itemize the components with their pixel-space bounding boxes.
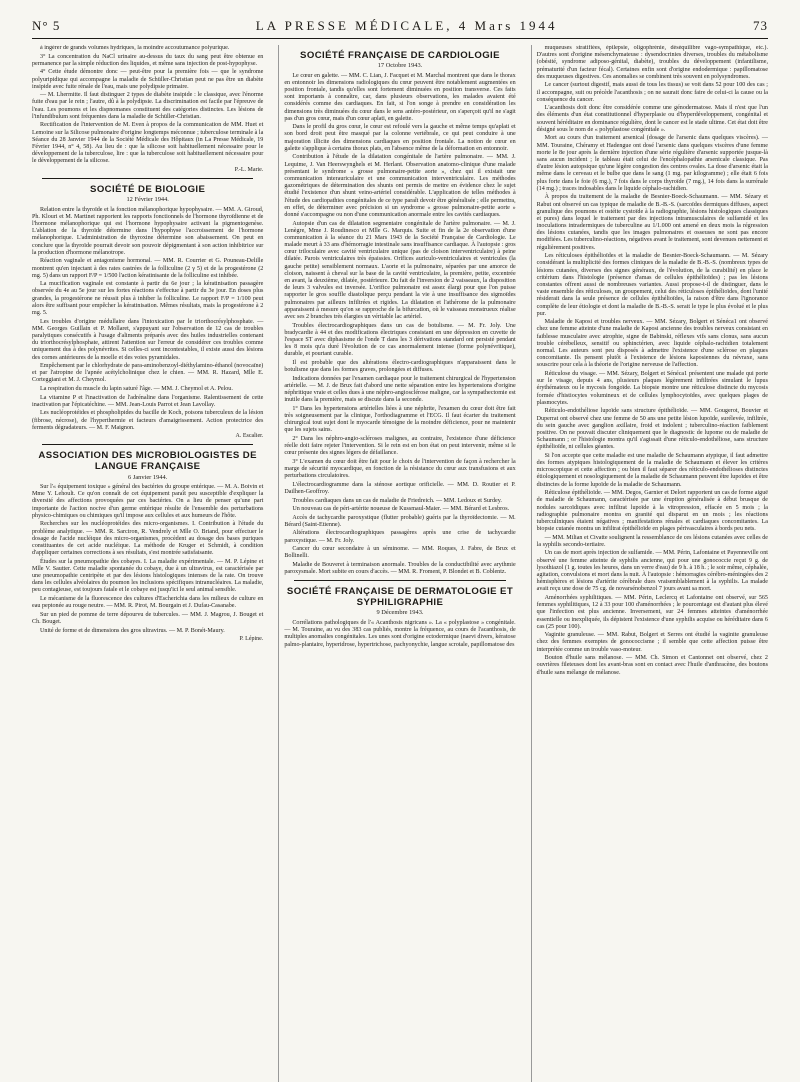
section-title-cardiologie: SOCIÉTÉ FRANÇAISE DE CARDIOLOGIE xyxy=(300,50,500,61)
page-header xyxy=(32,18,768,39)
paragraph: Contribution à l'étude de la dilatation congénitale de l'artère pulmonaire. — MM. J. Lequime, J. Van Heerswynghels et M. Herlant. Observation anatomo-clinique d'une malade présentant le syndrome « grosse pulmonaire-petite aorte », chez qui il existait une communication interauriculaire et une communication interventriculaire. Les méthodes gazométriques de détermination des shunts ont permis de mettre en évidence chez le sujet étudié l'existence d'un shunt veino-artériel considérable. L'application de telles méthodes à l'étude des cardiopathies congénitales de ce type paraît devoir être généralisée ; elle permettra, en effet, de déterminer avec précision si un syndrome « grosse pulmonaire-petite aorte » donné s'accompagne ou non d'une communication anormale entre les cavités cardiaques. xyxy=(284,154,516,218)
paragraph: À propos du traitement de la maladie de Besnier-Boeck-Schaumann. — MM. Sézary et Rabut ont observé un cas typique de maladie de B.-B.-S. (sarcoïdes dermiques diffuses, aspect granulique des poumons et ostéite cystoïde à la radiographie, lésions histologiques classiques et pures) dans lequel le traitement par des injections intramusculaires de sulfamidé et les inoculations intradermiques de tuberculine au 1/1.000 ont amené en deux mois la régression des lésions cutanées, tandis que les images pulmonaires et osseuses ne sont pas encore modifiées. Les tuberculino-réactions, négatives avant le traitement, sont devenues nettement et régulièrement positives. xyxy=(536,194,768,251)
paragraph: Aménorrhées syphilitiques. — MM. Périn, Leclercq et Lafontaine ont observé, sur 565 femmes syphilitiques, 12 à 33 pour 100 d'aménorrhées ; le pourcentage est d'autant plus élevé que l'infection est plus ancienne. Inversement, sur 24 femmes atteintes d'aménorrhée essentielle ou inexpliquée, ils dépistent l'existence d'une syphilis acquise ou héréditaire dans 6 cas (25 pour 100). xyxy=(536,594,768,630)
paragraph: L'électrocardiogramme dans la sténose aortique orificielle. — MM. D. Routier et P. Dailhen-Geoffroy. xyxy=(284,481,516,495)
section-date-dermatologie: 9 Décembre 1943. xyxy=(376,609,424,617)
paragraph: Un nouveau cas de péri-artérite noueuse de Kussmaul-Maier. — MM. Bérard et Lesbros. xyxy=(292,506,510,513)
paragraph: Sur l'« équipement toxique » général des bactéries du groupe entérique. — M. A. Boivin et Mme Y. Lehoult. Ce qu'on connaît de cet équipement paraît peu susceptible d'expliquer la diversité des affections provoquées par ces bactéries. On a lieu de penser qu'une part importante de l'action nocive d'un germe entérique résulte de l'ensemble des perturbations physico-chimiques ou chimiques qu'il impose aux cellules et aux humeurs de l'hôte. xyxy=(32,484,264,519)
article-columns xyxy=(32,45,768,1082)
paragraph: Troubles électrocardiographiques dans un cas de botulisme. — M. Fr. Joly. Une bradycardie à 44 et des modifications électriques consistant en une dépression en cuvette de l'espace ST avec diphasisme de l'onde T dans les 3 dérivations standard ont persisté pendant les 8 mois qu'a duré l'évolution de ce cas anormalement intense (forme polynévritique), durable, et pourtant curable. xyxy=(284,322,516,358)
paragraph: Réticulose épithélioïde. — MM. Degos, Garnier et Delort rapportent un cas de forme aiguë de maladie de Schaumann, caractérisée par une éruption généralisée à début brusque de nodules sarcoïdiques avec infiltrat lupoïde à la vitropression, effacée en 5 mois ; la radiographie pulmonaire montra en granité qui disparut en un mois ; les réactions tuberculiniques étaient négatives ; manifestations rénales et cardiaques concomitantes. La biopsie cutanée montra un infiltrat épithélioïde en plages périvasculaires à bords peu nets. xyxy=(536,490,768,533)
paragraph: Un cas de mort après injection de sulfamide. — MM. Périn, Lafontaine et Payenneville ont observé une femme atteinte de syphilis ancienne, qui pour une gonococcie reçut 9 g. de lysothiazol (1 g. toutes les heures, dans un verre d'eau) de 9 h. à 18 h. ; le soir même, céphalée, agitation, convulsions et mort dans la nuit. À l'autopsie : hémorragies cérébro-méningées des 2 hémisphères et lésions d'artérite cérébrale dues vraisemblablement à la syphilis. La malade avait reçu une dose de 75 cg. de novarsénobenzol 7 jours avant sa mort. xyxy=(536,550,768,593)
paragraph: 1° Dans les hypertensions artérielles liées à une néphrite, l'examen du cœur doit être fait très soigneusement par la clinique, l'orthodiagramme et l'ECG. Il faut écarter du traitement chirurgical tout sujet dont le myocarde témoigne de la moindre déficience, pour ne maintenir que les sujets sains. xyxy=(284,405,516,434)
section-title-microbiologistes: ASSOCIATION DES MICROBIOLOGISTES DE LANGUE FRANÇAISE xyxy=(38,450,257,473)
intro-signature: P.-L. Marie. xyxy=(234,166,264,173)
paragraph: Dans le profil du gros cœur, le cœur est refoulé vers la gauche et même temps qu'aplati et son bord droit peut être masqué par la colonne vertébrale, ce qui peut conduire à une majoration illicite des dimensions cardiaques en position frontale. La notion de cœur en galette s'applique à certains thorax plats, en l'absence même de la déformation en entonnoir. xyxy=(284,124,516,152)
biologie-signature: A. Escalier. xyxy=(235,433,264,440)
paragraph: Les nucléoprotéides et phospholipides du bacille de Koch, poisons tuberculeux de la lésion (fibrose, nécrose), de l'hyperthermie et facteurs d'amaigrissement. Action protectrice des ferments dégradateurs. — M. F. Maignon. xyxy=(32,410,264,431)
paragraph: à ingérer de grands volumes hydriques, la moindre accoutumance polyurique. xyxy=(40,45,230,51)
dermatologie-continued xyxy=(537,45,768,677)
paragraph: Il est probable que des altérations électro-cardiographiques n'apparaissent dans le botulisme que dans les formes graves, prolongées et diffuses. xyxy=(284,359,516,374)
paragraph: La respiration du muscle du lapin saturé l'âge. — MM. J. Cheymol et A. Pelou. xyxy=(40,386,233,393)
paragraph: Rectification de l'intervention de M. Even à propos de la communication de MM. Huet et Lemoine sur la Silicose pulmonaire d'origine longtemps méconnue ; tuberculose terminale à la Séance du 28 Janvier 1944 de la Société Médicale des Hôpitaux (in La Presse Médicale, 19 Février 1944, n° 4, 58). Au lieu de : que la silicose soit habituellement nécessaire pour le développement de la tuberculose, lire : que la tuberculose soit habituellement nécessaire pour le développement de la silicose. xyxy=(32,122,264,165)
paragraph: Le cancer (surtout digestif, mais aussi de tous les tissus) se voit dans 52 pour 100 des cas ; il accompagne, suit ou précède l'acanthosis ; on ne saurait donc faire de celui-ci la cause ou la conséquence du cancer. xyxy=(536,82,768,103)
paragraph: Empêchement par le chlorhydrate de para-aminobenzoyl-diéthylamino-éthanol (novocaïne) et par l'atropine de l'apnée acétylcholinique chez le chien. — MM. R. Hazard, Mlle E. Corteggiani et M. J. Cheymol. xyxy=(32,363,264,384)
column-1 xyxy=(32,45,268,1082)
paragraph: Cancer du cœur secondaire à un séminome. — MM. Roques, J. Fabre, de Brux et Bollinelli. xyxy=(284,546,516,560)
paragraph: Relation entre la thyroïde et la fonction mélanophorique hypophysaire. — MM. A. Giroud, Ph. Klouri et M. Martinet rapportent les rapports fonctionnels de l'hormone thyroïdienne et de l'hormone mélanophorique qui est l'hormone hypophysaire activant la pigmentogenèse. L'ablation de la thyroïde détermine dans l'hypophyse l'accroissement de l'hormone mélanophorique. L'administration de thyroxine détermine son abaissement. On peut en conclure que la thyroïde pourrait devoir son pouvoir dépigmentant à son action inhibitrice sur la production d'hormone mélanotrope. xyxy=(32,206,264,256)
paragraph: Recherches sur les nucléoprotéides des micro-organismes. I. Contribution à l'étude du problème analytique. — MM. R. Sarciron, R. Vendrely et Mlle O. Briand, pour effectuer le dosage de l'acide nucléique des micro-organismes, procèdent au dosage des bases puriques constituantes de cet acide nucléique. La méthode de Kruger et Schmidt, à condition d'appliquer certaines corrections à ses résultats, s'est montrée satisfaisante. xyxy=(32,521,264,557)
section-body-microbiologistes xyxy=(32,484,263,635)
section-body-dermatologie xyxy=(284,620,515,649)
paragraph: Autopsie d'un cas de dilatation segmentaire congénitale de l'artère pulmonaire. — M. J. Lenègre, Mme J. Roudinesco et Mlle G. Marquis. Suite et fin de la 2e observation d'une communication à la séance du 21 Mars 1943 de la Société Française de Cardiologie. Le malade meurt à 33 ans d'hémorragie intestinale sans insuffisance cardiaque. À l'autopsie : gros cœur triloculaire avec cavité ventriculaire unique (pas de cloison interventriculaire) à peine dilatée. Parois ventriculaires très épaissies. Orifices auriculo-ventriculaires et ventricules (la gauche petite) sensiblement normaux. L'aorte et la pulmonaire, séparées par une amorce de cloison, naissent à cheval sur la base de la cavité ventriculaire, la première, petite, excentrée en avant, la deuxième, dilatée, postérieure. Du fait de l'inversion de 2 vaisseaux, la disposition de leurs 3 valvules est inversée. L'orifice pulmonaire est assez élargi pour que l'on puisse rapporter le gros souffle diastolique perçu pendant la vie à une insuffisance des sigmoïdes pulmonaires par ailleurs infiltrées et rigides. La dilatation et l'athérome de la pulmonaire apparaissent à mesure qu'on se rapproche de la bifurcation, où le vaisseau monstrueux réalise avec ses 2 branches très élargies un véritable lac artériel. xyxy=(284,220,516,320)
issue-number: N° 5 xyxy=(32,18,61,33)
paragraph: L'acanthosis doit donc être considérée comme une génodermatose. Mais il n'est que l'un des éléments d'un état constitutionnel d'hyperplasie ou d'hyperdéveloppement, congénital et souvent héréditaire en dominance régulière, dont le cancer est le stade ultime. Cet état doit être désigné sous le nom de « polyplastose congénitale ». xyxy=(536,105,768,133)
paragraph: 3° L'examen du cœur doit être fait pour le choix de l'intervention de façon à rechercher la marge de sécurité myocardique, en fonction de la résistance du cœur aux transfusions et aux perturbations circulatoires. xyxy=(284,458,516,480)
paragraph: Vaginite granuleuse. — MM. Rabut, Bolgert et Serres ont étudié la vaginite granuleuse chez des femmes exemptes de gonococcisme ; il semble que cette affection puisse être interprétée comme un trouble vaso-moteur. xyxy=(536,632,768,653)
paragraph: 2° Dans les néphro-angio-scléroses malignes, au contraire, l'existence d'une déficience réelle doit faire rejeter l'intervention. Si le rein est en bon état on peut intervenir, même si le cœur présente des signes légers de défaillance. xyxy=(284,435,516,457)
paragraph: Études sur la pneumopathie des cobayes. I. La maladie expérimentale. — M. P. Lépine et Mlle V. Sautter. Cette maladie spontanée du cobaye, due à un ultravirus, est caractérisée par une pneumopathie centripète et par des lésions histologiques intenses de la rate. On trouve dans les cellules alvéolaires du poumon les inclusions spécifiques intranucléaires. La maladie, peu contagieuse, est toujours fatale et le cobaye est jusqu'ici le seul animal sensible. xyxy=(32,558,264,594)
section-title-dermatologie: SOCIÉTÉ FRANÇAISE DE DERMATOLOGIE ET SYPHILIGRAPHIE xyxy=(286,586,514,609)
paragraph: Accès de tachycardie paroxystique (flutter probable) guéris par la thyroïdectomie. — M. Bérard (Saint-Etienne). xyxy=(284,514,516,528)
paragraph: 3° La concentration du NaCl urinaire au-dessus du taux du sang peut être obtenue en permanence par la simple réduction des liquides, et même sans injection de post-hypophyse. xyxy=(32,53,264,67)
paragraph: Réticulo-endothéliose lupoïde sans structure épithélioïde. — MM. Gougerot, Bouvier et Duperrat ont observé chez une femme de 50 ans une petite lésion lupoïde, surélevée, infiltrée, du sein gauche avec ganglion axillaire, froid et indolent ; tuberculino-réaction faiblement positive. On ne pouvait discuter cliniquement que le diagnostic de lupome ou de maladie de Schaumann ; or l'histologie montra qu'il s'agissait d'une réticulo-endothéliose, sans structure épithélioïde, ni cellules géantes. xyxy=(536,408,768,451)
paragraph: Altérations électrocardiographiques passagères après une crise de tachycardie paroxystique. — M. Fr. Joly. xyxy=(284,530,516,544)
paragraph: Mort au cours d'un traitement arsenical (dosage de l'arsenic dans quelques viscères). — MM. Touraine, Chéramy et Hadengue ont dosé l'arsenic dans quelques viscères d'une femme morte le 8e jour après la dernière injection d'une série régulière d'arsenic supportée jusque-là sans aucun incident ; le tableau était celui de l'encéphalopathie arsenicale classique. Pas d'autre lésion autopsique qu'une légère congestion des centres ovales. La dose d'arsenic était la même dans le cerveau et le bulbe que dans le sang (1 mg. par kilogramme) ; elle était 6 fois plus forte dans le foie (6 mg.), 7 fois dans le corps thyroïde (7 mg.), 14 fois dans la surrénale (14 mg.) ; traces indosables dans le liquide céphalo-rachidien. xyxy=(536,135,768,192)
paragraph: Sur un pied de pomme de terre dépourvu de tubercules. — MM. J. Magrou, J. Bouget et Ch. Bouget. xyxy=(32,611,264,625)
paragraph: Le mécanisme de la fluorescence des cultures d'Escherichia dans les milieux de culture en eau peptonée au rouge neutre. — MM. R. Pirot, M. Bourgain et J. Dufau-Casanabe. xyxy=(32,596,264,610)
paragraph: Si l'on accepte que cette maladie est une maladie de Schaumann atypique, il faut admettre des formes atypiques histologiquement de la maladie de Schaumann et élever les critères microscopique et cette affection ; ou bien il faut séparer des réticulo-endothélioses distinctes étiologiquement et nosologiquement de la maladie de Schaumann peuvent être lupoïdes et être distinctes de la forme lupoïde de la maladie de Schaumann. xyxy=(536,452,768,488)
microbiologistes-signature: P. Lépine. xyxy=(239,636,264,643)
paragraph: Le cœur en galette. — MM. C. Lian, J. Facquet et M. Marchal montrent que dans le thorax en entonnoir les dimensions radiologiques du cœur peuvent être notablement augmentées en position frontale, tandis qu'elles sont fortement diminuées en position transverse. Ces faits sont importants à connaître, car, dans plusieurs observations, les malades avaient été considérés comme des cardiaques. En fait, si l'on songe à prendre en considération les dimensions très diminuées du cœur dans le sens antéro-postérieur, on s'aperçoit qu'il ne s'agit pas d'un gros cœur, mais d'un cœur aplati, en galette. xyxy=(284,72,516,122)
paragraph: Corrélations pathologiques de l'« Acanthosis nigricans ». La « polyplastose » congénitale. — M. Touraine, au vu des 383 cas publiés, montre la fréquence, au cours de l'acanthosis, de multiples anomalies congénitales. Les unes sont d'origine ectodermique (naevi divers, kératose palmo-plantaire, hyperidrose, hypertrichose, pachyonychie, langue scrotale, papillomatose des xyxy=(284,620,516,648)
section-date-microbiologistes: 6 Janvier 1944. xyxy=(128,473,168,481)
section-title-biologie: SOCIÉTÉ DE BIOLOGIE xyxy=(90,184,206,196)
paragraph: Indications données par l'examen cardiaque pour le traitement chirurgical de l'hypertension artérielle. — M. J. de Brux fait d'abord une nette séparation entre les hypertensions d'origine néphritique vraie et celles dues à une néphro-angiosclérose maligne, car la sympathectomie est inutile dans la première, mais se discute dans la seconde. xyxy=(284,375,516,404)
paragraph: La vitamine P et l'inactivation de l'adrénaline dans l'organisme. Ralentissement de cette inactivation par l'épicatéchine. — MM. Jean-Louis Parrot et Jean Lavollay. xyxy=(32,394,264,408)
paragraph: Bouton d'huile sans mélanose. — MM. Ch. Simon et Cantonnet ont observé, chez 2 ouvrières fileteuses dont les avant-bras sont en contact avec l'huile d'anthracène, des boutons d'huile sans mélange de mélanose. xyxy=(536,655,768,676)
paragraph: La mucification vaginale est constante à partir du 6e jour ; la kératinisation passagère observée du 4e au 5e jour sur les fortes réactions s'effectue à partir du 3e jour. En doses plus grandes, la progestérone ne réussit plus à inhiber la folliculine. Le rapport F/P = 1/100 peut alors être suffisant pour empêcher la kératinisation. Mêmes résultats, mais la progestérone à 2 mg. 5. xyxy=(32,281,264,317)
column-2 xyxy=(278,45,520,1082)
paragraph: Maladie de Bouveret à terminaison anormale. Troubles de la conductibilité avec arythmie paroxysmale. Mort subite en cours d'accès. — MM. R. Froment, P. Blondet et B. Coblentz. xyxy=(284,562,516,576)
paragraph: muqueuses stratifiées, épilepsie, oligophrénie, déséquilibre vago-sympathique, etc.). D'autres sont d'origine mésenchymateuse : dysendocrinies diverses, troubles du métabolisme (obésité, syndrome adiposo-génital, diabète), troubles du développement (infantilisme, prématurité d'un facteur fécal). Certaines enfin sont d'origine endodermique : papillomatose des muqueuses digestives. Ces anomalies se combinent très souvent en polysyndromes. xyxy=(536,45,768,80)
section-date-biologie: 12 Février 1944. xyxy=(126,196,169,204)
section-body-cardiologie xyxy=(284,73,515,577)
paragraph: Réticulose du visage. — MM. Sézary, Bolgert et Sénéca1 présentent une malade qui porte sur le visage, depuis 4 ans, plusieurs plaques légèrement infiltrées simulant le lupus érythémateux ou le mycosis fongoïde. La biopsie montre une réticulose distincte du mycosis formée d'histiocytes volumineux et de cellules lymphocytoïdes, avec quelques plages de plasmocytes. xyxy=(536,370,768,406)
journal-title: LA PRESSE MÉDICALE, 4 Mars 1944 xyxy=(255,18,558,33)
intro-text xyxy=(32,45,263,166)
section-body-biologie xyxy=(32,207,263,432)
page-number: 73 xyxy=(752,18,768,33)
paragraph: Réaction vaginale et antagonisme hormonal. — MM. R. Courrier et G. Pouneau-Delille montrent qu'en injectant à des rates castrées de la folliculine (2 γ 5) et de la progestérone (2 mg. 5) dans un rapport F/P = 1/500 l'action kératinisante de la folliculine est inhibée. xyxy=(32,258,264,279)
divider xyxy=(42,178,253,179)
column-3 xyxy=(531,45,768,1082)
paragraph: Maladie de Kaposi et troubles nerveux. — MM. Sézary, Bolgert et Sénéca1 ont observé chez une femme atteinte d'une maladie de Kaposi ancienne des troubles nerveux consistant en faiblesse musculaire avec atrophie, signe de Babinski, réflexes vifs sans clonus, sans aucun trouble cérébelleux, sensitif ou sphinctérien, avec liquide céphalo-rachidien totalement normal. Les auteurs sont peu disposés à admettre l'existence d'une sclérose en plaques concomitante. Ils pensent plutôt à l'existence de lésions kaposiennes du névraxe, sans souscrire pour cela à la théorie de l'origine nerveuse de l'affection. xyxy=(536,319,768,369)
paragraph: Les réticuloses épithélioïdes et la maladie de Besnier-Boeck-Schaumann. — M. Sézary considérant la multiplicité des formes cliniques de la maladie de B.-B.-S. (nombreux types de lésions cutanées, diverses des signes généraux, de l'évolution, de la curabilité) en place le critérium dans l'histologie (présence d'amas de cellules épithélioïdes) ; pas les lésions constantes offrent aussi de nombreuses variantes. Aussi propose-t-il de distinguer, dans le vaste ensemble des réticuloses, un groupement, celui des réticuloses épithélioïdes, dont l'unité résiderait dans la seule présence de cellules épithélioïdes, la raison d'être dans l'ignorance complète de leur étiologie et dont la maladie de B.-B.-S. serait le type le plus évolué et le plus pur. xyxy=(536,253,768,317)
paragraph: Troubles cardiaques dans un cas de maladie de Friedreich. — MM. Ledoux et Surdey. xyxy=(292,497,502,504)
divider xyxy=(294,580,505,581)
section-date-cardiologie: 17 Octobre 1943. xyxy=(377,62,423,70)
divider xyxy=(42,444,253,445)
paragraph: — M. Lhermitte. Il faut distinguer 2 types de diabète insipide : le classique, avec l'énorme fuite d'eau par le rein ; l'autre, dû à la polydipsie. La discrimination est facile par l'épreuve de l'eau. Les poumons et les dispnomanes constituent des catégories distinctes. Les lésions de l'infundibulum sont fréquentes dans la maladie de Schüller-Christian. xyxy=(32,92,264,120)
paragraph: Les troubles d'origine médullaire dans l'intoxication par le triorthocrésylphosphate. — MM. Georges Guillain et P. Mollaret, s'appuyant sur l'observation de 12 cas de troubles paralytiques consécutifs à l'usage d'aliments préparés avec des huiles industrielles contenant du triorthocrésylphosphate, attirent l'attention sur l'erreur de considérer ces troubles comme uniquement dus à des polynévrites. Si celles-ci sont incontestables, il existe aussi des lésions des cornes antérieures de la moelle et des voies pyramidales. xyxy=(32,318,264,361)
paragraph: Unité de forme et de dimensions des gros ultravirus. — M. P. Bonét-Maury. xyxy=(40,627,225,634)
paragraph: — MM. Milian et Civatte soulignent la ressemblance de ces lésions cutanées avec celles de la syphilis secondo-tertiaire. xyxy=(536,534,768,548)
paragraph: 4° Cette étude démontre donc — peut-être pour la première fois — que le syndrome polyuripidique qui accompagne la maladie de Schüller-Christian peut ne pas être un diabète insipide avec fuite rénale de l'eau, mais une polydipsie primaire. xyxy=(32,69,264,90)
